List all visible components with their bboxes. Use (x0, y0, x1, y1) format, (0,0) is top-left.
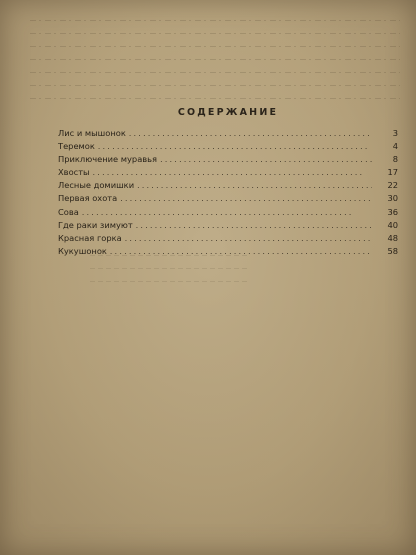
toc-entry (58, 167, 398, 180)
toc-entry-page: 22 (387, 180, 398, 191)
toc-entry-page: 48 (387, 232, 398, 243)
toc-entry-page: 17 (387, 167, 398, 178)
toc-entry-page: 3 (392, 128, 398, 138)
toc-entry (58, 180, 398, 193)
toc-entry (58, 193, 398, 206)
dot-leader (137, 181, 372, 190)
toc-entry (58, 207, 398, 220)
toc-entry (58, 128, 398, 141)
toc-entry-page: 36 (387, 206, 398, 217)
toc-entry-title: Теремок (58, 141, 95, 152)
show-through-text-lower (90, 255, 250, 295)
toc-entry-title: Лис и мышонок (58, 128, 126, 138)
dot-leader (136, 221, 372, 230)
toc-entry-title: Лесные домишки (58, 180, 135, 191)
toc-entry-title: Приключение муравья (58, 154, 158, 165)
contents-heading: СОДЕРЖАНИЕ (177, 107, 279, 118)
dot-leader (82, 208, 372, 217)
toc-entry-page: 4 (392, 141, 398, 152)
toc-entry-page: 40 (387, 219, 398, 230)
dot-leader (160, 155, 372, 164)
toc-entry-page: 8 (392, 154, 398, 165)
toc-entry (58, 154, 398, 167)
toc-entry-title: Хвосты (58, 167, 90, 178)
table-of-contents (58, 128, 398, 259)
dot-leader (110, 247, 372, 256)
toc-entry-title: Кукушонок (58, 245, 107, 256)
toc-entry-page: 58 (387, 245, 398, 256)
toc-entry (58, 246, 398, 259)
toc-entry (58, 220, 398, 233)
toc-entry (58, 141, 398, 154)
dot-leader (120, 194, 372, 203)
toc-entry-page: 30 (387, 193, 398, 204)
toc-entry (58, 233, 398, 246)
dot-leader (98, 142, 372, 151)
toc-entry-title: Первая охота (58, 193, 118, 204)
toc-entry-title: Где раки зимуют (58, 219, 133, 230)
dot-leader (129, 129, 372, 138)
show-through-text (30, 20, 400, 120)
dot-leader (93, 168, 372, 177)
dot-leader (125, 234, 372, 243)
toc-entry-title: Красная горка (58, 232, 122, 243)
toc-entry-title: Сова (58, 206, 79, 217)
